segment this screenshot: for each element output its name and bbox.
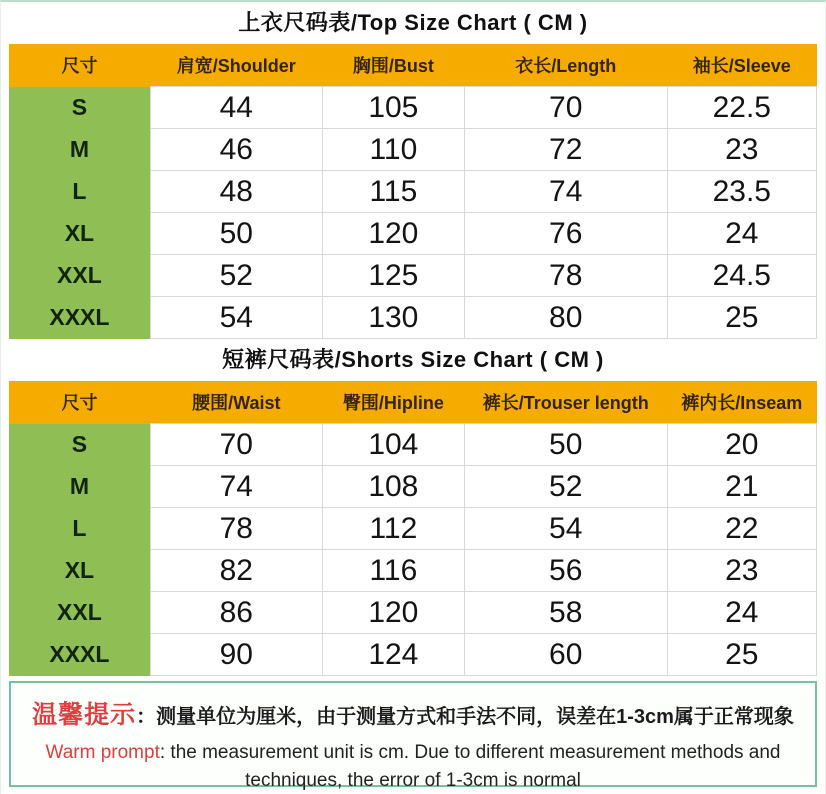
measurement-note-box [9, 681, 817, 791]
table-row [9, 87, 817, 129]
top-size-chart-table [9, 44, 817, 339]
shorts-chart-header-row [9, 381, 817, 424]
value-cell: 54 [150, 297, 322, 339]
value-cell: 23.5 [667, 171, 816, 213]
size-cell: XL [9, 213, 150, 255]
shorts-chart-title: 短裤尺码表/Shorts Size Chart ( CM ) [222, 347, 604, 372]
value-cell: 56 [464, 550, 667, 592]
size-cell: L [9, 508, 150, 550]
table-row [9, 213, 817, 255]
size-cell: XXXL [9, 297, 150, 339]
value-cell: 130 [322, 297, 464, 339]
column-header-length: 衣长/Length [464, 44, 667, 87]
table-row [9, 550, 817, 592]
shorts-size-chart-table [9, 381, 817, 676]
note-line-en [29, 739, 797, 794]
value-cell: 60 [464, 634, 667, 676]
value-cell: 104 [322, 424, 464, 466]
value-cell: 58 [464, 592, 667, 634]
column-header-size: 尺寸 [9, 44, 150, 87]
warm-prompt-label-en: Warm prompt [45, 742, 160, 763]
column-header-hipline: 臀围/Hipline [322, 381, 464, 424]
warm-prompt-label-cn: 温馨提示 [32, 701, 137, 729]
column-header-sleeve: 袖长/Sleeve [667, 44, 816, 87]
size-cell: XXXL [9, 634, 150, 676]
note-text-en: : the measurement unit is cm. Due to different measurement methods and techniques, the error of 1-3cm is normal [159, 742, 781, 791]
value-cell: 25 [667, 297, 816, 339]
value-cell: 52 [464, 466, 667, 508]
value-cell: 22.5 [667, 87, 816, 129]
top-chart-title: 上衣尺码表/Top Size Chart ( CM ) [238, 10, 588, 35]
column-header-waist: 腰围/Waist [150, 381, 322, 424]
table-row [9, 466, 817, 508]
value-cell: 110 [322, 129, 464, 171]
value-cell: 54 [464, 508, 667, 550]
value-cell: 21 [667, 466, 816, 508]
value-cell: 23 [667, 550, 816, 592]
table-row [9, 424, 817, 466]
value-cell: 46 [150, 129, 322, 171]
value-cell: 70 [464, 87, 667, 129]
value-cell: 23 [667, 129, 816, 171]
value-cell: 90 [150, 634, 322, 676]
size-cell: XXL [9, 592, 150, 634]
table-row [9, 634, 817, 676]
size-cell: S [9, 87, 150, 129]
value-cell: 50 [150, 213, 322, 255]
value-cell: 115 [322, 171, 464, 213]
value-cell: 105 [322, 87, 464, 129]
size-cell: L [9, 171, 150, 213]
value-cell: 120 [322, 213, 464, 255]
value-cell: 25 [667, 634, 816, 676]
value-cell: 120 [322, 592, 464, 634]
value-cell: 70 [150, 424, 322, 466]
value-cell: 80 [464, 297, 667, 339]
column-header-bust: 胸围/Bust [322, 44, 464, 87]
value-cell: 24 [667, 213, 816, 255]
value-cell: 20 [667, 424, 816, 466]
value-cell: 22 [667, 508, 816, 550]
value-cell: 124 [322, 634, 464, 676]
size-cell: M [9, 129, 150, 171]
value-cell: 44 [150, 87, 322, 129]
note-text-cn: ：测量单位为厘米，由于测量方式和手法不同，误差在1-3cm属于正常现象 [136, 706, 794, 728]
value-cell: 24.5 [667, 255, 816, 297]
value-cell: 82 [150, 550, 322, 592]
size-cell: XXL [9, 255, 150, 297]
table-row [9, 508, 817, 550]
table-row [9, 297, 817, 339]
value-cell: 86 [150, 592, 322, 634]
value-cell: 52 [150, 255, 322, 297]
value-cell: 125 [322, 255, 464, 297]
value-cell: 74 [464, 171, 667, 213]
value-cell: 78 [464, 255, 667, 297]
value-cell: 48 [150, 171, 322, 213]
top-chart-header-row [9, 44, 817, 87]
note-line-cn [29, 695, 797, 731]
table-row [9, 129, 817, 171]
value-cell: 50 [464, 424, 667, 466]
table-row [9, 592, 817, 634]
column-header-trouser-length: 裤长/Trouser length [464, 381, 667, 424]
value-cell: 78 [150, 508, 322, 550]
table-row [9, 255, 817, 297]
size-cell: M [9, 466, 150, 508]
size-cell: XL [9, 550, 150, 592]
value-cell: 76 [464, 213, 667, 255]
column-header-inseam: 裤内长/Inseam [667, 381, 816, 424]
column-header-shoulder: 肩宽/Shoulder [150, 44, 322, 87]
size-cell: S [9, 424, 150, 466]
table-row [9, 171, 817, 213]
column-header-size: 尺寸 [9, 381, 150, 424]
value-cell: 72 [464, 129, 667, 171]
value-cell: 74 [150, 466, 322, 508]
value-cell: 116 [322, 550, 464, 592]
value-cell: 24 [667, 592, 816, 634]
value-cell: 108 [322, 466, 464, 508]
value-cell: 112 [322, 508, 464, 550]
